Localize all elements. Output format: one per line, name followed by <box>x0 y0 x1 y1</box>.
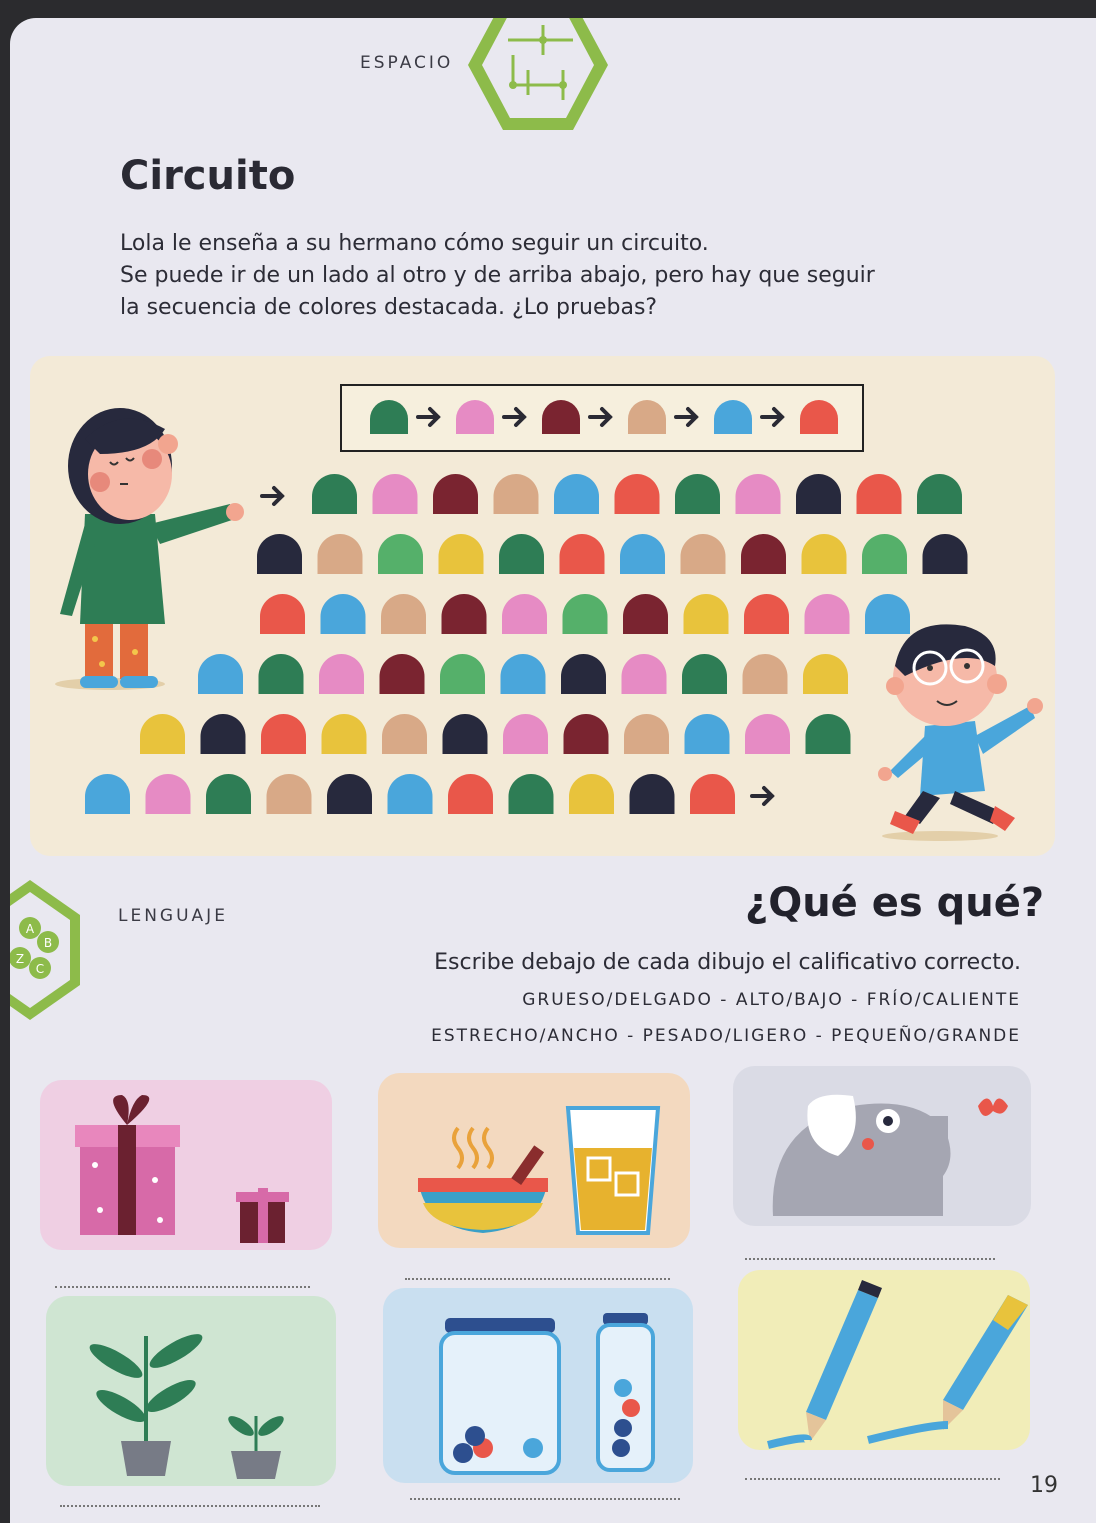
circuit-tile[interactable] <box>630 774 675 814</box>
circuit-tile[interactable] <box>623 594 668 634</box>
elephant-and-butterfly-icon <box>733 1066 1031 1226</box>
end-arrow <box>752 788 772 804</box>
soup-and-iced-drink-icon <box>378 1073 690 1248</box>
circuit-tile[interactable] <box>440 654 485 694</box>
circuit-tile[interactable] <box>690 774 735 814</box>
circuit-tile[interactable] <box>509 774 554 814</box>
answer-line[interactable] <box>410 1498 680 1500</box>
hex-letter: C <box>35 962 45 976</box>
section-label-espacio: ESPACIO <box>360 53 454 73</box>
word-list-line: ESTRECHO/ANCHO - PESADO/LIGERO - PEQUEÑO/GRANDE <box>431 1026 1021 1046</box>
circuit-tile[interactable] <box>803 654 848 694</box>
circuit-tile[interactable] <box>563 594 608 634</box>
circuit-tile[interactable] <box>85 774 130 814</box>
circuit-tile[interactable] <box>736 474 781 514</box>
circuit-tile[interactable] <box>862 534 907 574</box>
circuit-tile[interactable] <box>802 534 847 574</box>
circuit-panel <box>30 356 1055 856</box>
section-title: ¿Qué es qué? <box>745 880 1045 926</box>
circuit-tile[interactable] <box>917 474 962 514</box>
pencils-icon <box>738 1270 1030 1450</box>
circuit-tile[interactable] <box>380 654 425 694</box>
circuit-tile[interactable] <box>560 534 605 574</box>
start-arrow <box>262 488 282 504</box>
card-jars <box>383 1288 693 1483</box>
marble-jars-icon <box>383 1288 693 1483</box>
circuit-tile[interactable] <box>443 714 488 754</box>
circuit-tile[interactable] <box>622 654 667 694</box>
answer-line[interactable] <box>745 1258 995 1260</box>
circuit-tile[interactable] <box>682 654 727 694</box>
section-label-lenguaje: LENGUAJE <box>118 906 228 926</box>
gift-boxes-icon <box>40 1080 332 1250</box>
circuit-tile[interactable] <box>564 714 609 754</box>
circuit-tile[interactable] <box>554 474 599 514</box>
circuit-tile[interactable] <box>499 534 544 574</box>
workbook-page <box>10 18 1096 1523</box>
circuit-tile[interactable] <box>796 474 841 514</box>
circuit-tile[interactable] <box>569 774 614 814</box>
circuit-tile[interactable] <box>140 714 185 754</box>
circuit-tile[interactable] <box>381 594 426 634</box>
card-plants <box>46 1296 336 1486</box>
circuit-tile[interactable] <box>257 534 302 574</box>
circuit-tile[interactable] <box>684 594 729 634</box>
hex-letter: Z <box>15 952 25 966</box>
card-pencils <box>738 1270 1030 1450</box>
girl-illustration <box>40 384 255 704</box>
circuit-tile[interactable] <box>561 654 606 694</box>
circuit-tile[interactable] <box>681 534 726 574</box>
circuit-tile[interactable] <box>494 474 539 514</box>
instruction-text: Escribe debajo de cada dibujo el calificativo correcto. <box>434 950 1021 975</box>
answer-line[interactable] <box>745 1478 1000 1480</box>
circuit-tile[interactable] <box>620 534 665 574</box>
circuit-tile[interactable] <box>857 474 902 514</box>
intro-line: Lola le enseña a su hermano cómo seguir un circuito. <box>120 231 709 256</box>
circuit-tile[interactable] <box>378 534 423 574</box>
circuit-tile[interactable] <box>502 594 547 634</box>
circuit-tile[interactable] <box>745 714 790 754</box>
circuit-tile[interactable] <box>322 714 367 754</box>
page-title: Circuito <box>120 153 296 199</box>
circuit-tile[interactable] <box>741 534 786 574</box>
answer-line[interactable] <box>405 1278 670 1280</box>
circuit-tile[interactable] <box>373 474 418 514</box>
circuit-tile[interactable] <box>260 594 305 634</box>
circuit-tile[interactable] <box>312 474 357 514</box>
boy-illustration <box>865 606 1055 856</box>
hex-letter: A <box>25 922 35 936</box>
circuit-tile[interactable] <box>685 714 730 754</box>
page-number: 19 <box>1030 1473 1058 1498</box>
circuit-tile[interactable] <box>744 594 789 634</box>
circuit-tile[interactable] <box>146 774 191 814</box>
circuit-tile[interactable] <box>388 774 433 814</box>
circuit-tile[interactable] <box>433 474 478 514</box>
circuit-tile[interactable] <box>318 534 363 574</box>
circuit-tile[interactable] <box>439 534 484 574</box>
circuit-tile[interactable] <box>501 654 546 694</box>
circuit-tile[interactable] <box>206 774 251 814</box>
circuit-tile[interactable] <box>743 654 788 694</box>
circuit-tile[interactable] <box>327 774 372 814</box>
card-gifts <box>40 1080 332 1250</box>
answer-line[interactable] <box>55 1286 310 1288</box>
card-elephant <box>733 1066 1031 1226</box>
circuit-tile[interactable] <box>201 714 246 754</box>
circuit-tile[interactable] <box>806 714 851 754</box>
circuit-tile[interactable] <box>624 714 669 754</box>
intro-line: Se puede ir de un lado al otro y de arriba abajo, pero hay que seguir <box>120 263 875 288</box>
circuit-tile[interactable] <box>319 654 364 694</box>
letters-hexagon-icon <box>10 880 90 1020</box>
circuit-tile[interactable] <box>267 774 312 814</box>
circuit-tile[interactable] <box>923 534 968 574</box>
answer-line[interactable] <box>60 1505 320 1507</box>
circuit-tile[interactable] <box>382 714 427 754</box>
circuit-tile[interactable] <box>805 594 850 634</box>
circuit-tile[interactable] <box>675 474 720 514</box>
plants-icon <box>46 1296 336 1486</box>
hex-letter: B <box>43 936 53 950</box>
circuit-tile[interactable] <box>259 654 304 694</box>
intro-line: la secuencia de colores destacada. ¿Lo pruebas? <box>120 295 658 320</box>
circuit-tile[interactable] <box>615 474 660 514</box>
circuit-tile[interactable] <box>503 714 548 754</box>
card-soup-drink <box>378 1073 690 1248</box>
maze-hexagon-icon <box>468 18 608 130</box>
intro-text <box>120 228 1000 324</box>
circuit-tile[interactable] <box>321 594 366 634</box>
word-list-line: GRUESO/DELGADO - ALTO/BAJO - FRÍO/CALIENTE <box>522 990 1021 1010</box>
circuit-tile[interactable] <box>261 714 306 754</box>
circuit-tile[interactable] <box>442 594 487 634</box>
circuit-tile[interactable] <box>448 774 493 814</box>
